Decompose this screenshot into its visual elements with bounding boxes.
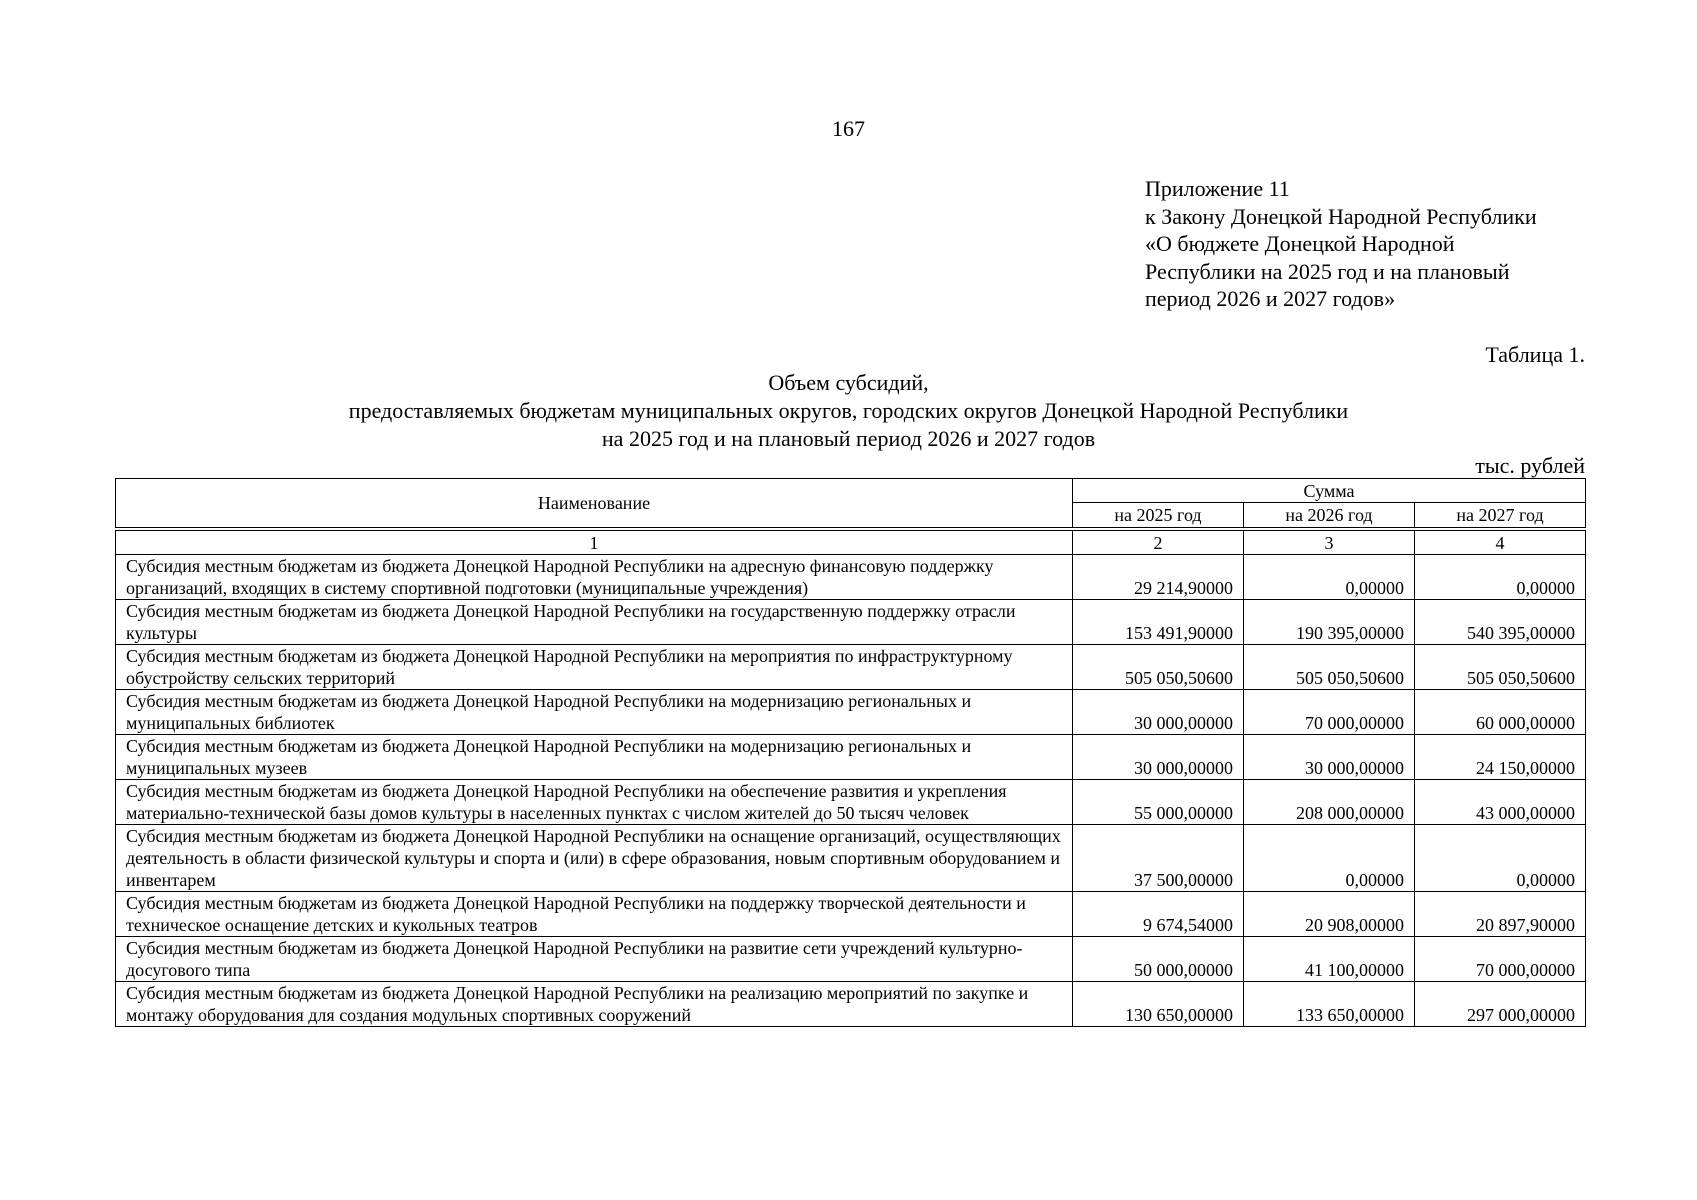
amount-2025: 29 214,90000 [1073, 555, 1244, 600]
amount-2025: 37 500,00000 [1073, 825, 1244, 892]
subsidy-name: Субсидия местным бюджетам из бюджета Донецкой Народной Республики на модернизацию региональных и муниципальных музеев [116, 735, 1073, 780]
subsidy-name: Субсидия местным бюджетам из бюджета Донецкой Народной Республики на государственную поддержку отрасли культуры [116, 600, 1073, 645]
amount-2027: 43 000,00000 [1415, 780, 1586, 825]
amount-2025: 55 000,00000 [1073, 780, 1244, 825]
amount-2025: 9 674,54000 [1073, 892, 1244, 937]
page-number: 167 [832, 116, 865, 141]
column-number: 1 [116, 529, 1073, 555]
table-row [116, 892, 1586, 937]
amount-2027: 505 050,50600 [1415, 645, 1586, 690]
amount-2027: 60 000,00000 [1415, 690, 1586, 735]
subsidy-name: Субсидия местным бюджетам из бюджета Донецкой Народной Республики на адресную финансовую поддержку организаций, входящих в систему спортивной подготовки (муниципальные учреждения) [116, 555, 1073, 600]
appendix-line: Приложение 11 [1145, 176, 1290, 201]
amount-2027: 540 395,00000 [1415, 600, 1586, 645]
amount-2026: 505 050,50600 [1244, 645, 1415, 690]
column-number: 2 [1073, 529, 1244, 555]
table-row [116, 600, 1586, 645]
subsidy-name: Субсидия местным бюджетам из бюджета Донецкой Народной Республики на развитие сети учреждений культурно-досугового типа [116, 937, 1073, 982]
subsidy-name: Субсидия местным бюджетам из бюджета Донецкой Народной Республики на оснащение организаций, осуществляющих деятельность в области физической культуры и спорта и (или) в сфере образования, новым спортивным оборудованием и инвентарем [116, 825, 1073, 892]
amount-2026: 70 000,00000 [1244, 690, 1415, 735]
subsidy-name: Субсидия местным бюджетам из бюджета Донецкой Народной Республики на мероприятия по инфраструктурному обустройству сельских территорий [116, 645, 1073, 690]
amount-2027: 20 897,90000 [1415, 892, 1586, 937]
table-row [116, 825, 1586, 892]
appendix-line: к Закону Донецкой Народной Республики [1145, 203, 1537, 229]
amount-2025: 153 491,90000 [1073, 600, 1244, 645]
table-row [116, 937, 1586, 982]
amount-2026: 30 000,00000 [1244, 735, 1415, 780]
amount-2026: 208 000,00000 [1244, 780, 1415, 825]
subsidy-name: Субсидия местным бюджетам из бюджета Донецкой Народной Республики на реализацию мероприятий по закупке и монтажу оборудования для создания модульных спортивных сооружений [116, 982, 1073, 1027]
document-title [0, 369, 1697, 453]
title-line: Объем субсидий, [768, 370, 929, 395]
subsidies-table [115, 478, 1586, 1027]
appendix-line: Республики на 2025 год и на плановый [1145, 258, 1510, 284]
title-line: на 2025 год и на плановый период 2026 и 2027 годов [601, 426, 1096, 451]
amount-2025: 130 650,00000 [1073, 982, 1244, 1027]
table-row [116, 690, 1586, 735]
header-row [116, 479, 1586, 503]
column-number: 3 [1244, 529, 1415, 555]
amount-2027: 0,00000 [1415, 555, 1586, 600]
amount-2025: 30 000,00000 [1073, 735, 1244, 780]
subsidy-name: Субсидия местным бюджетам из бюджета Донецкой Народной Республики на поддержку творческой деятельности и техническое оснащение детских и кукольных театров [116, 892, 1073, 937]
amount-2026: 133 650,00000 [1244, 982, 1415, 1027]
amount-2026: 20 908,00000 [1244, 892, 1415, 937]
appendix-line: период 2026 и 2027 годов» [1145, 286, 1396, 311]
column-number: 4 [1415, 529, 1586, 555]
header-sum: Сумма [1073, 479, 1586, 503]
table-row [116, 645, 1586, 690]
amount-2026: 190 395,00000 [1244, 600, 1415, 645]
table-row [116, 982, 1586, 1027]
amount-2027: 297 000,00000 [1415, 982, 1586, 1027]
table-row [116, 555, 1586, 600]
amount-2025: 30 000,00000 [1073, 690, 1244, 735]
amount-2027: 0,00000 [1415, 825, 1586, 892]
units-label: тыс. рублей [1475, 453, 1585, 478]
amount-2026: 0,00000 [1244, 555, 1415, 600]
header-year-2026: на 2026 год [1244, 503, 1415, 529]
subsidy-name: Субсидия местным бюджетам из бюджета Донецкой Народной Республики на обеспечение развития и укрепления материально-технической базы домов культуры в населенных пунктах с числом жителей до 50 тысяч человек [116, 780, 1073, 825]
column-number-row [116, 529, 1586, 555]
table-label: Таблица 1. [1485, 342, 1585, 367]
table-row [116, 780, 1586, 825]
appendix-line: «О бюджете Донецкой Народной [1145, 231, 1455, 256]
table-row [116, 735, 1586, 780]
header-year-2025: на 2025 год [1073, 503, 1244, 529]
subsidy-name: Субсидия местным бюджетам из бюджета Донецкой Народной Республики на модернизацию региональных и муниципальных библиотек [116, 690, 1073, 735]
amount-2025: 505 050,50600 [1073, 645, 1244, 690]
title-line: предоставляемых бюджетам муниципальных округов, городских округов Донецкой Народной Республики [348, 398, 1349, 423]
amount-2027: 24 150,00000 [1415, 735, 1586, 780]
header-name: Наименование [116, 479, 1073, 530]
amount-2027: 70 000,00000 [1415, 937, 1586, 982]
amount-2026: 0,00000 [1244, 825, 1415, 892]
amount-2026: 41 100,00000 [1244, 937, 1415, 982]
appendix-block [1145, 175, 1537, 313]
header-year-2027: на 2027 год [1415, 503, 1586, 529]
amount-2025: 50 000,00000 [1073, 937, 1244, 982]
